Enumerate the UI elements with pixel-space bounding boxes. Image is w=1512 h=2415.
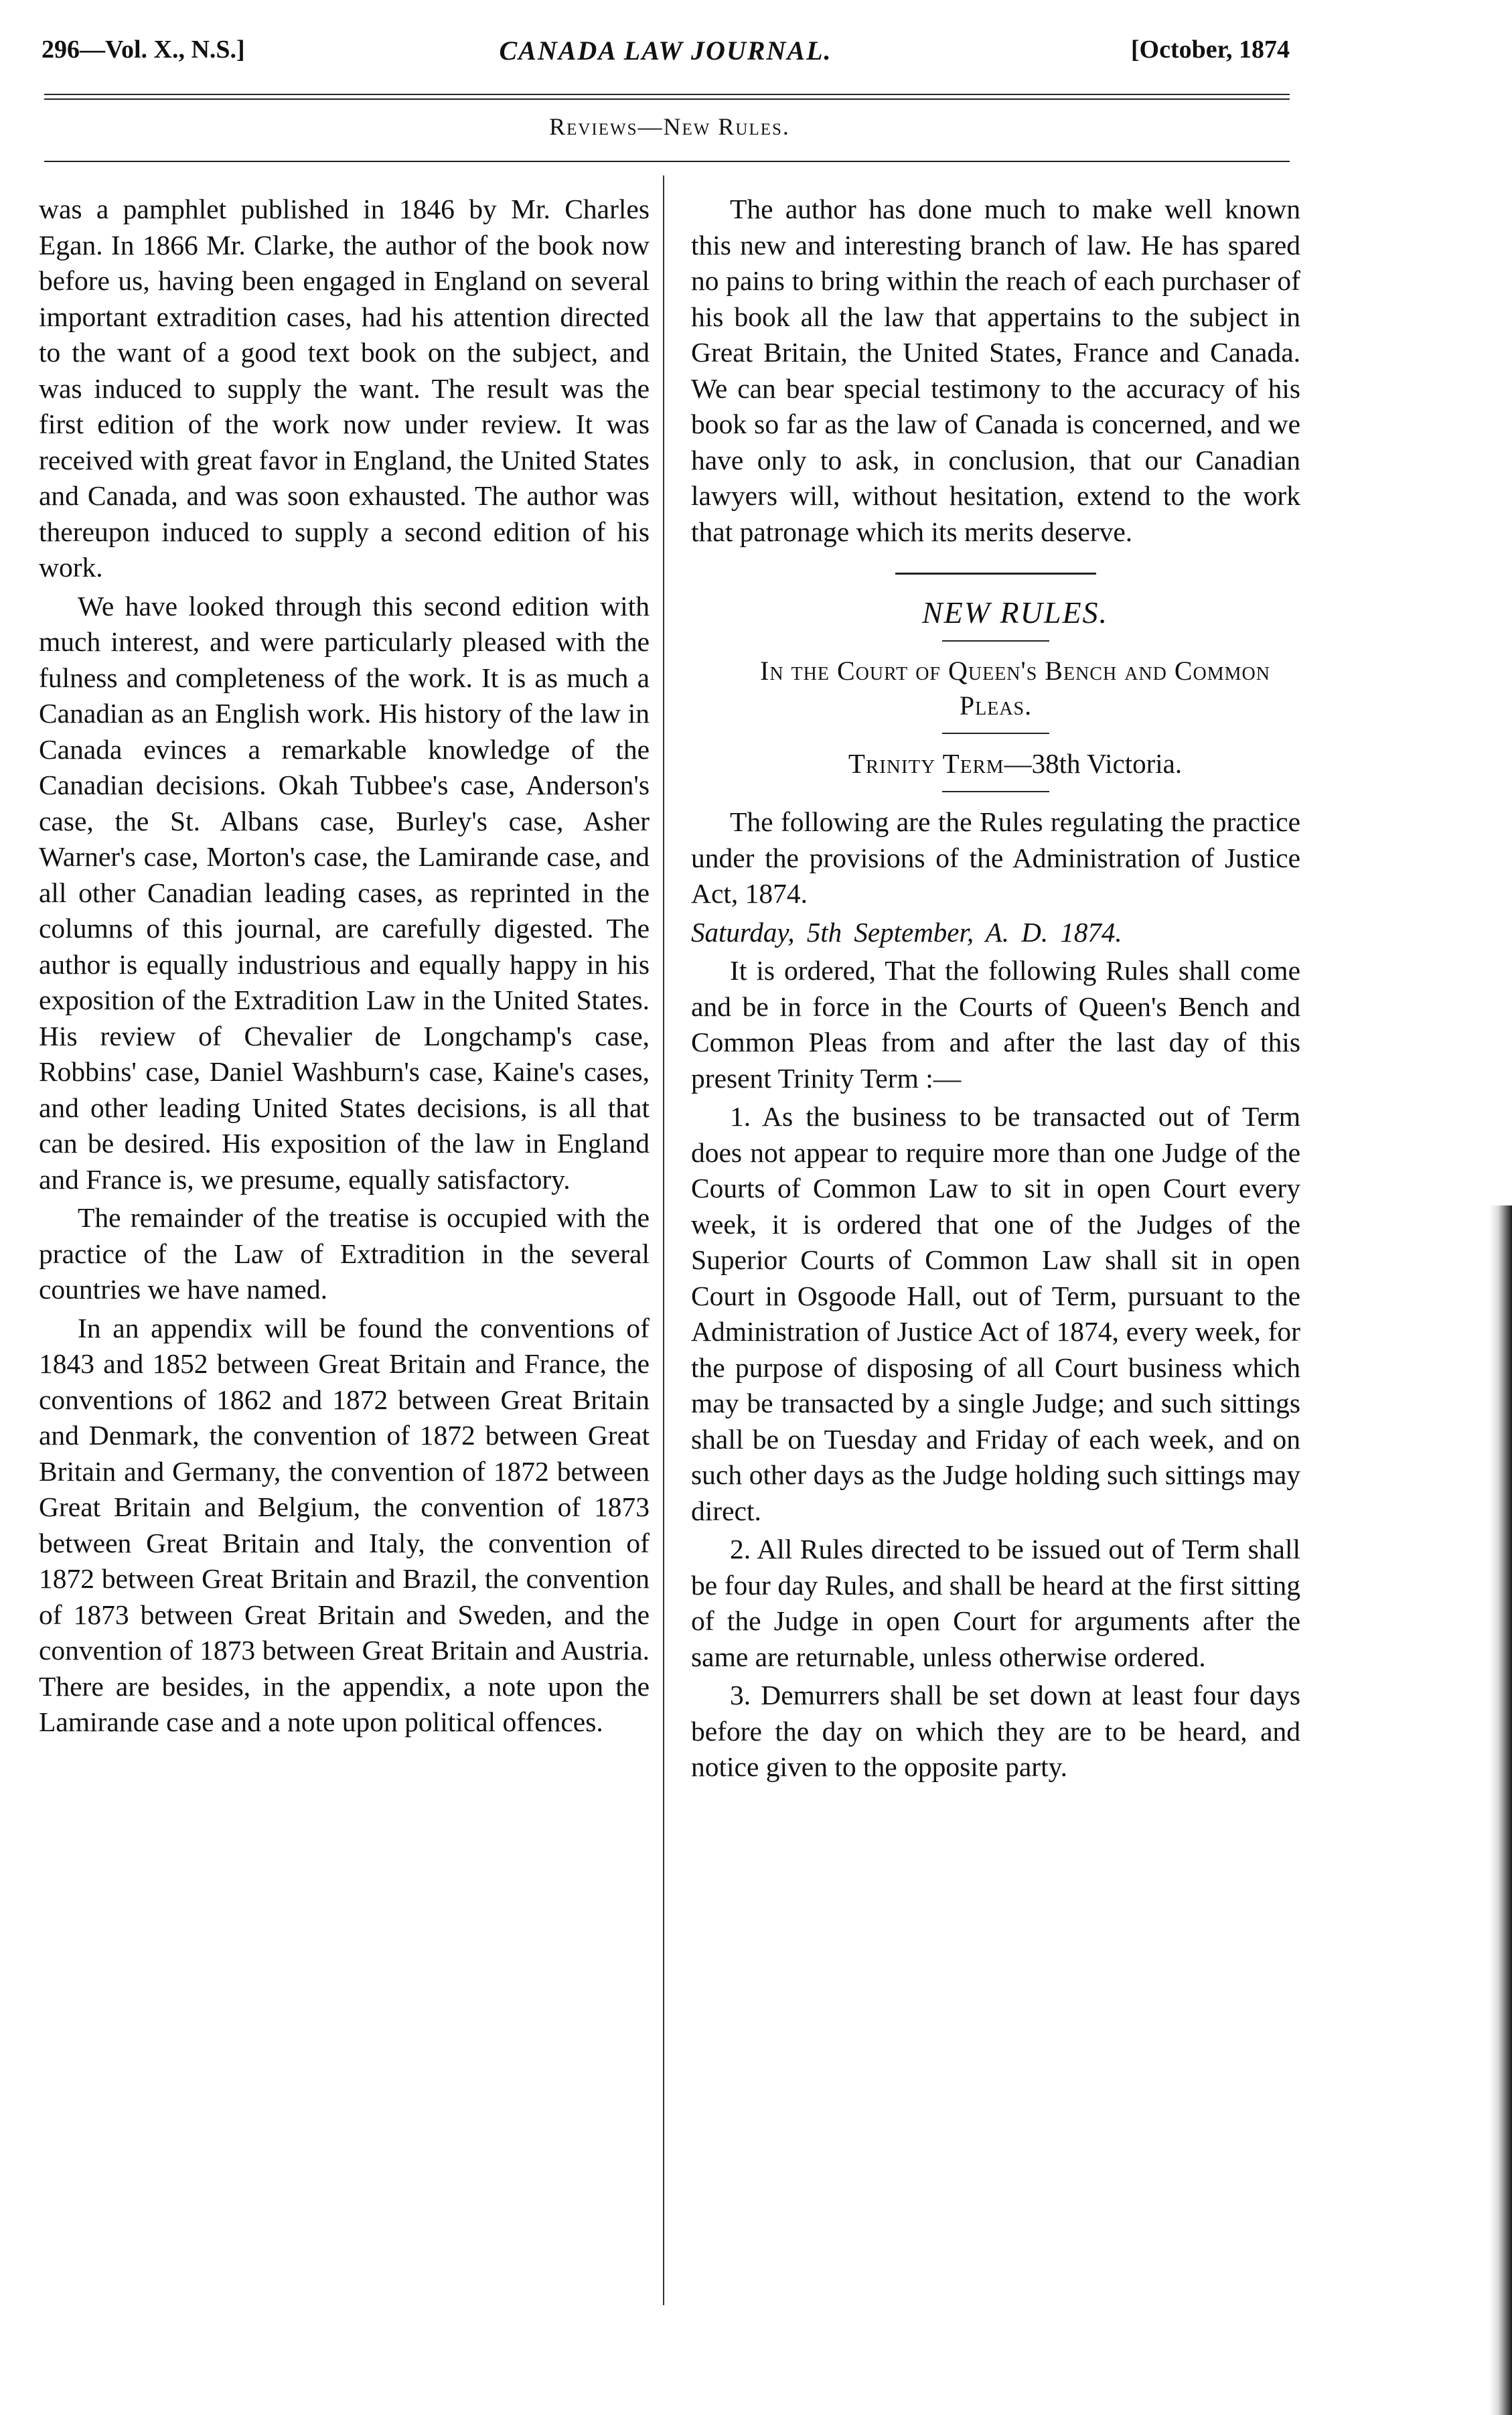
- running-head: Reviews—New Rules.: [549, 113, 790, 140]
- left-paragraph: We have looked through this second edition with much interest, and were particularly pleased with the fulness and completeness of the work. It is as much a Canadian as an English work. His history of the law in Canada evinces a remarkable knowledge of the Canadian decisions. Okah Tubbee's case, Anderson's case, the St. Albans case, Burley's case, Asher Warner's case, Morton's case, the Lamirande case, and all other Canadian leading cases, as reprinted in the columns of this journal, are carefully digested. The author is equally industrious and equally happy in his exposition of the Extradition Law in the United States. His review of Chevalier de Longchamp's case, Robbins' case, Daniel Washburn's case, Kaine's cases, and other leading United States decisions, is all that can be desired. His exposition of the law in England and France is, we presume, equally satisfactory.: [39, 590, 650, 1195]
- page-header: [42, 35, 1290, 72]
- header-double-rule: [44, 94, 1290, 100]
- issue-date: [October, 1874: [1130, 35, 1290, 64]
- section-separator-rule: [895, 573, 1096, 575]
- rules-intro: The following are the Rules regulating the practice under the provisions of the Administration of Justice Act, 1874.: [691, 806, 1300, 909]
- left-column: [39, 192, 650, 1741]
- left-paragraph: In an appendix will be found the conventions of 1843 and 1852 between Great Britain and France, the conventions of 1862 and 1872 between Great Britain and Denmark, the convention of 1872 between Great Britain and Germany, the convention of 1872 between Great Britain and Belgium, the convention of 1873 between Great Britain and Italy, the convention of 1872 between Great Britain and Brazil, the convention of 1873 between Great Britain and Sweden, and the convention of 1873 between Great Britain and Austria. There are besides, in the appendix, a note upon the Lamirande case and a note upon political offences.: [39, 1312, 650, 1737]
- term-rule: [942, 791, 1049, 792]
- term-heading: [691, 746, 1300, 782]
- title-rule: [942, 640, 1049, 642]
- rule-item: 3. Demurrers shall be set down at least four days before the day on which they are to be heard, and notice given to the opposite party.: [691, 1680, 1300, 1782]
- right-column: [691, 192, 1300, 1785]
- rules-date: Saturday, 5th September, A. D. 1874.: [691, 916, 1122, 948]
- review-conclusion-paragraph: The author has done much to make well known this new and interesting branch of law. He has spared no pains to bring within the reach of each purchaser of his book all the law that appertains to the subject in Great Britain, the United States, France and Canada. We can bear special testimony to the accuracy of his book so far as the law of Canada is concerned, and we have only to ask, in conclusion, that our Canadian lawyers will, without hesitation, extend to the work that patronage which its merits deserve.: [691, 194, 1300, 547]
- rule-item: 2. All Rules directed to be issued out of Term shall be four day Rules, and shall be heard at the first sitting of the Judge in open Court for arguments after the same are returnable, unless otherwise ordered.: [691, 1534, 1300, 1672]
- court-rule: [942, 733, 1049, 734]
- left-paragraph: was a pamphlet published in 1846 by Mr. Charles Egan. In 1866 Mr. Clarke, the author of the book now before us, having been engaged in England on several important extradition cases, had his attention directed to the want of a good text book on the subject, and was induced to supply the want. The result was the first edition of the work now under review. It was received with great favor in England, the United States and Canada, and was soon exhausted. The author was thereupon induced to supply a second edition of his work.: [39, 194, 650, 583]
- rule-item: 1. As the business to be transacted out of Term does not appear to require more than one Judge of the Courts of Common Law to sit in open Court every week, it is ordered that one of the Judges of the Superior Courts of Common Law shall sit in open Court in Osgoode Hall, out of Term, pursuant to the Administration of Justice Act of 1874, every week, for the purpose of disposing of all Court business which may be transacted by a single Judge; and such sittings shall be on Tuesday and Friday of each week, and on such other days as the Judge holding such sittings may direct.: [691, 1101, 1300, 1526]
- page-volume-number: 296—Vol. X., N.S.]: [42, 35, 245, 64]
- section-title: NEW RULES.: [921, 595, 1109, 630]
- term-suffix: —38th Victoria.: [1004, 747, 1183, 779]
- court-heading: In the Court of Queen's Bench and Common Pleas.: [760, 655, 1270, 721]
- column-divider: [663, 175, 664, 2305]
- term-label: Trinity Term: [848, 747, 1004, 779]
- page-edge-shadow: [1489, 1205, 1512, 2415]
- journal-title: CANADA LAW JOURNAL.: [499, 35, 832, 66]
- running-head-rule: [44, 161, 1290, 162]
- order-paragraph: It is ordered, That the following Rules shall come and be in force in the Courts of Queen's Bench and Common Pleas from and after the last day of this present Trinity Term :—: [691, 955, 1300, 1094]
- left-paragraph: The remainder of the treatise is occupied with the practice of the Law of Extradition in the several countries we have named.: [39, 1202, 650, 1305]
